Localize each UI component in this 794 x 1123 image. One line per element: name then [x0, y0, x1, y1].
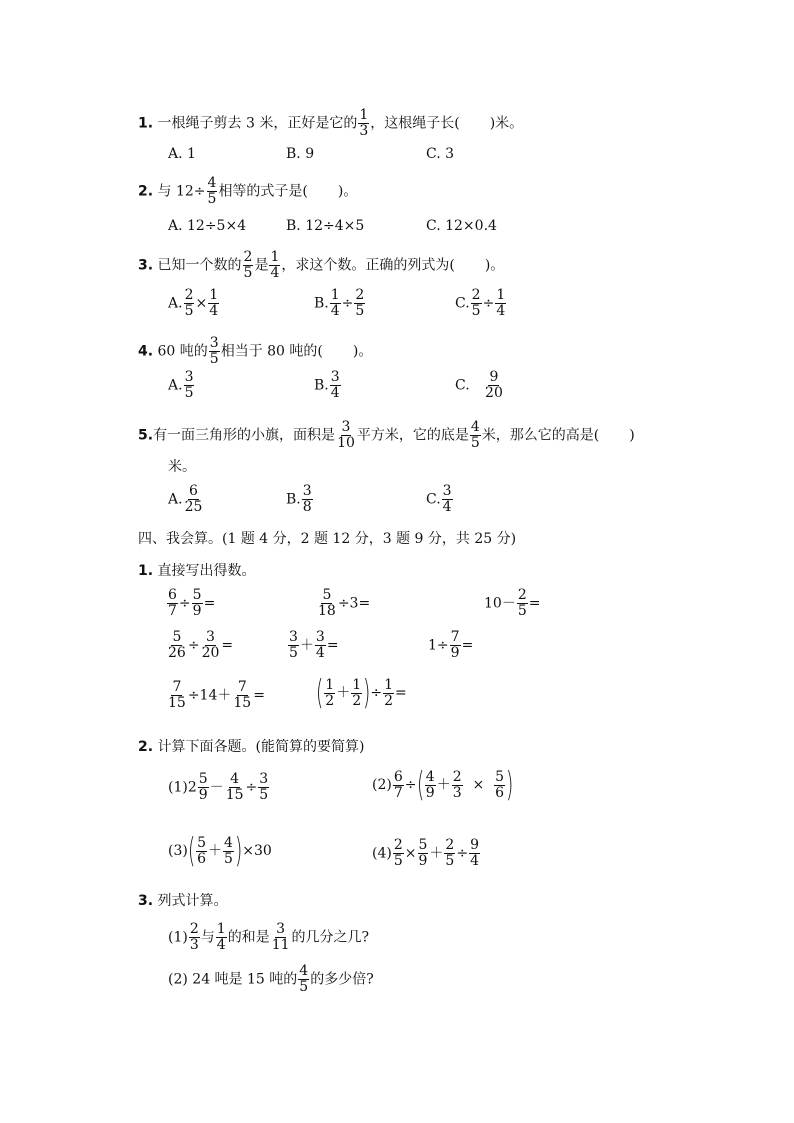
- question-1: [138, 108, 523, 139]
- option-b: B. $\frac{1}{4}$ ÷ $\frac{2}{5}$: [314, 287, 365, 319]
- option-b: B. 12÷4×5: [286, 218, 365, 234]
- fraction: $\frac{4}{5}$: [470, 419, 480, 451]
- option-b: B. $\frac{3}{4}$: [314, 369, 340, 401]
- option-a: A. $\frac{3}{5}$: [168, 369, 194, 401]
- question-3: [138, 250, 504, 281]
- question-2: [138, 176, 357, 207]
- expression-7: $\frac{7}{15}$ ÷14＋ $\frac{7}{15}$ =: [168, 679, 265, 711]
- question-text: ，这根绳子长(: [370, 115, 460, 132]
- problem-2-1: (1)2 $\frac{5}{9}$ － $\frac{4}{15}$ ÷ $\frac{3}{5}$: [168, 771, 269, 803]
- expression-2: $\frac{5}{18}$ ÷3=: [318, 587, 371, 619]
- option-a: A. $\frac{6}{25}$: [168, 483, 203, 515]
- question-text: 一根绳子剪去 3 米，正好是它的: [157, 115, 358, 132]
- question-number: 4.: [138, 343, 154, 360]
- part-1-title: 1. 直接写出得数。: [138, 563, 256, 579]
- question-text: 有一面三角形的小旗，面积是: [153, 427, 336, 444]
- question-5: [138, 420, 635, 451]
- option-c: C. 12×0.4: [426, 218, 497, 234]
- question-5-continued: 米。: [168, 459, 196, 475]
- part-3-title: 3. 列式计算。: [138, 893, 228, 909]
- option-c: C. $\frac{3}{4}$: [426, 483, 452, 515]
- question-text: 已知一个数的: [157, 257, 242, 274]
- question-text: 平方米，它的底是: [356, 427, 469, 444]
- problem-2-4: (4) $\frac{2}{5}$ × $\frac{5}{9}$ ＋ $\frac{2}{5}$ ÷ $\frac{9}{4}$: [372, 837, 479, 869]
- question-text: ，求这个数。正确的列式为(: [281, 257, 455, 274]
- fraction: $\frac{4}{5}$: [207, 175, 217, 207]
- option-b: B. $\frac{3}{8}$: [286, 483, 312, 515]
- question-text: )。: [352, 343, 373, 360]
- problem-3-1: (1) $\frac{2}{3}$ 与 $\frac{1}{4}$ 的和是 $\frac{3}{11}$ 的几分之几?: [168, 921, 370, 953]
- fraction: $\frac{3}{10}$: [337, 419, 355, 451]
- question-text: ): [629, 427, 635, 444]
- fraction: $\frac{3}{5}$: [209, 335, 219, 367]
- option-a: A. 12÷5×4: [168, 218, 247, 234]
- option-b: B. 9: [286, 146, 315, 162]
- option-c: C. $\frac{2}{5}$ ÷ $\frac{1}{4}$: [455, 287, 506, 319]
- question-number: 2.: [138, 183, 154, 200]
- expression-4: $\frac{5}{26}$ ÷ $\frac{3}{20}$ =: [168, 629, 234, 661]
- problem-3-2: (2) 24 吨是 15 吨的 $\frac{4}{5}$ 的多少倍?: [168, 963, 374, 995]
- expression-8: ( $\frac{1}{2}$ ＋ $\frac{1}{2}$ )÷ $\frac{1}{2}$ =: [315, 673, 407, 713]
- option-c: C. 3: [426, 146, 455, 162]
- question-text: 60 吨的: [157, 343, 208, 360]
- option-a: A. $\frac{2}{5}$ × $\frac{1}{4}$: [168, 287, 219, 319]
- problem-2-3: (3)( $\frac{5}{6}$ ＋ $\frac{4}{5}$ )×30: [168, 831, 272, 871]
- expression-6: 1÷ $\frac{7}{9}$ =: [428, 629, 474, 661]
- question-4: [138, 336, 372, 367]
- section-title: 四、我会算。(1 题 4 分，2 题 12 分，3 题 9 分，共 25 分): [138, 531, 517, 547]
- option-a: A. 1: [168, 146, 196, 162]
- question-text: 米，那么它的高是(: [481, 427, 600, 444]
- fraction: $\frac{1}{3}$: [359, 107, 369, 139]
- question-text: )米。: [489, 115, 524, 132]
- problem-2-2: (2) $\frac{6}{7}$ ÷( $\frac{4}{9}$ ＋ $\frac{2}{3}$ × $\frac{5}{6}$ ): [372, 765, 514, 805]
- expression-5: $\frac{3}{5}$ ＋ $\frac{3}{4}$ =: [289, 629, 339, 661]
- question-text: )。: [337, 183, 358, 200]
- fraction: $\frac{2}{5}$: [243, 249, 253, 281]
- question-number: 3.: [138, 257, 154, 274]
- question-number: 5.: [138, 427, 154, 444]
- question-number: 1.: [138, 115, 154, 132]
- question-text: 与 12÷: [157, 183, 206, 200]
- option-c: C. $\frac{9}{20}$: [455, 369, 503, 401]
- expression-1: $\frac{6}{7}$ ÷ $\frac{5}{9}$ =: [168, 587, 216, 619]
- expression-3: 10－ $\frac{2}{5}$ =: [484, 587, 541, 619]
- question-text: 相等的式子是(: [218, 183, 308, 200]
- question-text: 是: [254, 257, 269, 274]
- fraction: $\frac{1}{4}$: [270, 249, 280, 281]
- part-2-title: 2. 计算下面各题。(能简算的要简算): [138, 739, 365, 755]
- question-text: 相当于 80 吨的(: [220, 343, 323, 360]
- question-text: )。: [484, 257, 505, 274]
